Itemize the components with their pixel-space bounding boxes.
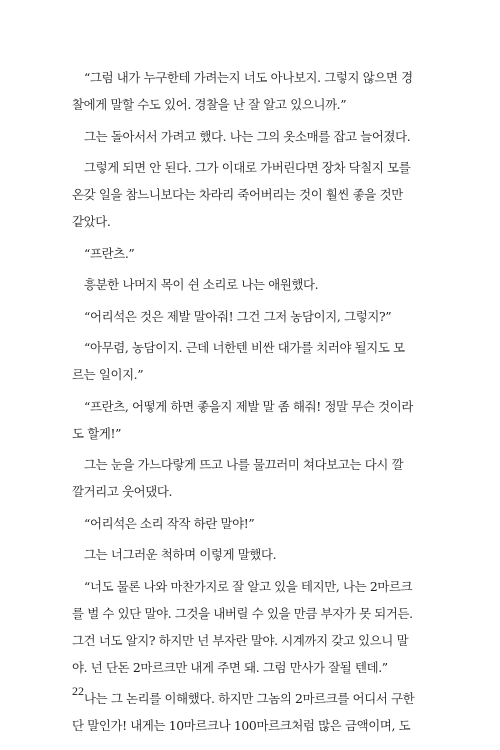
- paragraph: [72, 303, 434, 330]
- paragraph: [72, 510, 434, 537]
- text-line: 야. 넌 단돈 2마르크만 내게 주면 돼. 그럼 만사가 잘될 텐데.”: [72, 659, 388, 675]
- text-line: 같았다.: [72, 214, 111, 229]
- text-line: 르는 일이지.”: [72, 367, 144, 382]
- text-line: 나는 그 논리를 이해했다. 하지만 그놈의 2마르크를 어디서 구한: [84, 691, 415, 706]
- paragraph: [72, 685, 434, 739]
- text-line: “프란츠.”: [84, 245, 135, 261]
- text-line: 깔거리고 웃어댔다.: [72, 484, 173, 499]
- text-line: “그럼 내가 누구한테 가려는지 너도 아나보지. 그렇지 않으면 경: [84, 70, 413, 85]
- text-line: 온갖 일을 참느니보다는 차라리 죽어버리는 것이 훨씬 좋을 것만: [72, 187, 403, 202]
- paragraph: [72, 240, 434, 267]
- text-line: 찰에게 말할 수도 있어. 경찰을 난 잘 알고 있으니까.”: [72, 97, 347, 112]
- paragraph: [72, 154, 434, 235]
- text-line: 그렇게 되면 안 된다. 그가 이대로 가버린다면 장차 닥칠지 모를: [84, 160, 411, 175]
- text-line: 도 할게!”: [72, 425, 122, 441]
- paragraph: [72, 393, 434, 447]
- paragraph: [72, 334, 434, 388]
- text-line: “어리석은 소리 작작 하란 말야!”: [84, 515, 255, 531]
- text-line: 그는 눈을 가느다랗게 뜨고 나를 물끄러미 쳐다보고는 다시 깔: [84, 457, 404, 472]
- paragraph: [72, 271, 434, 298]
- text-line: 흥분한 나머지 목이 쉰 소리로 나는 애원했다.: [84, 277, 319, 292]
- text-line: 그는 너그러운 척하며 이렇게 말했다.: [84, 547, 277, 562]
- paragraph: [72, 573, 434, 681]
- paragraph: [72, 64, 434, 118]
- paragraph: [72, 541, 434, 568]
- text-line: 그는 돌아서서 가려고 했다. 나는 그의 옷소매를 잡고 늘어졌다.: [84, 128, 411, 144]
- text-line: “어리석은 것은 제발 말아줘! 그건 그저 농담이지, 그렇지?”: [84, 308, 392, 324]
- paragraph: [72, 451, 434, 505]
- page-body-text: [72, 64, 434, 744]
- page-number: 22: [72, 684, 84, 698]
- text-line: 그건 너도 알지? 하지만 넌 부자란 말야. 시계까지 갖고 있으니 말: [72, 632, 409, 648]
- text-line: “너도 물론 나와 마찬가지로 잘 알고 있을 테지만, 나는 2마르크: [84, 578, 413, 594]
- paragraph: [72, 123, 434, 150]
- text-line: “프란츠, 어떻게 하면 좋을지 제발 말 좀 해줘! 정말 무슨 것이라: [84, 398, 413, 414]
- text-line: “아무렴, 농담이지. 근데 너한텐 비싼 대가를 치러야 될지도 모: [84, 340, 405, 355]
- text-line: 를 벌 수 있단 말야. 그것을 내버릴 수 있을 만큼 부자가 못 되거든.: [72, 605, 413, 621]
- text-line: 단 말인가! 내게는 10마르크나 100마르크처럼 많은 금액이며, 도: [72, 718, 411, 733]
